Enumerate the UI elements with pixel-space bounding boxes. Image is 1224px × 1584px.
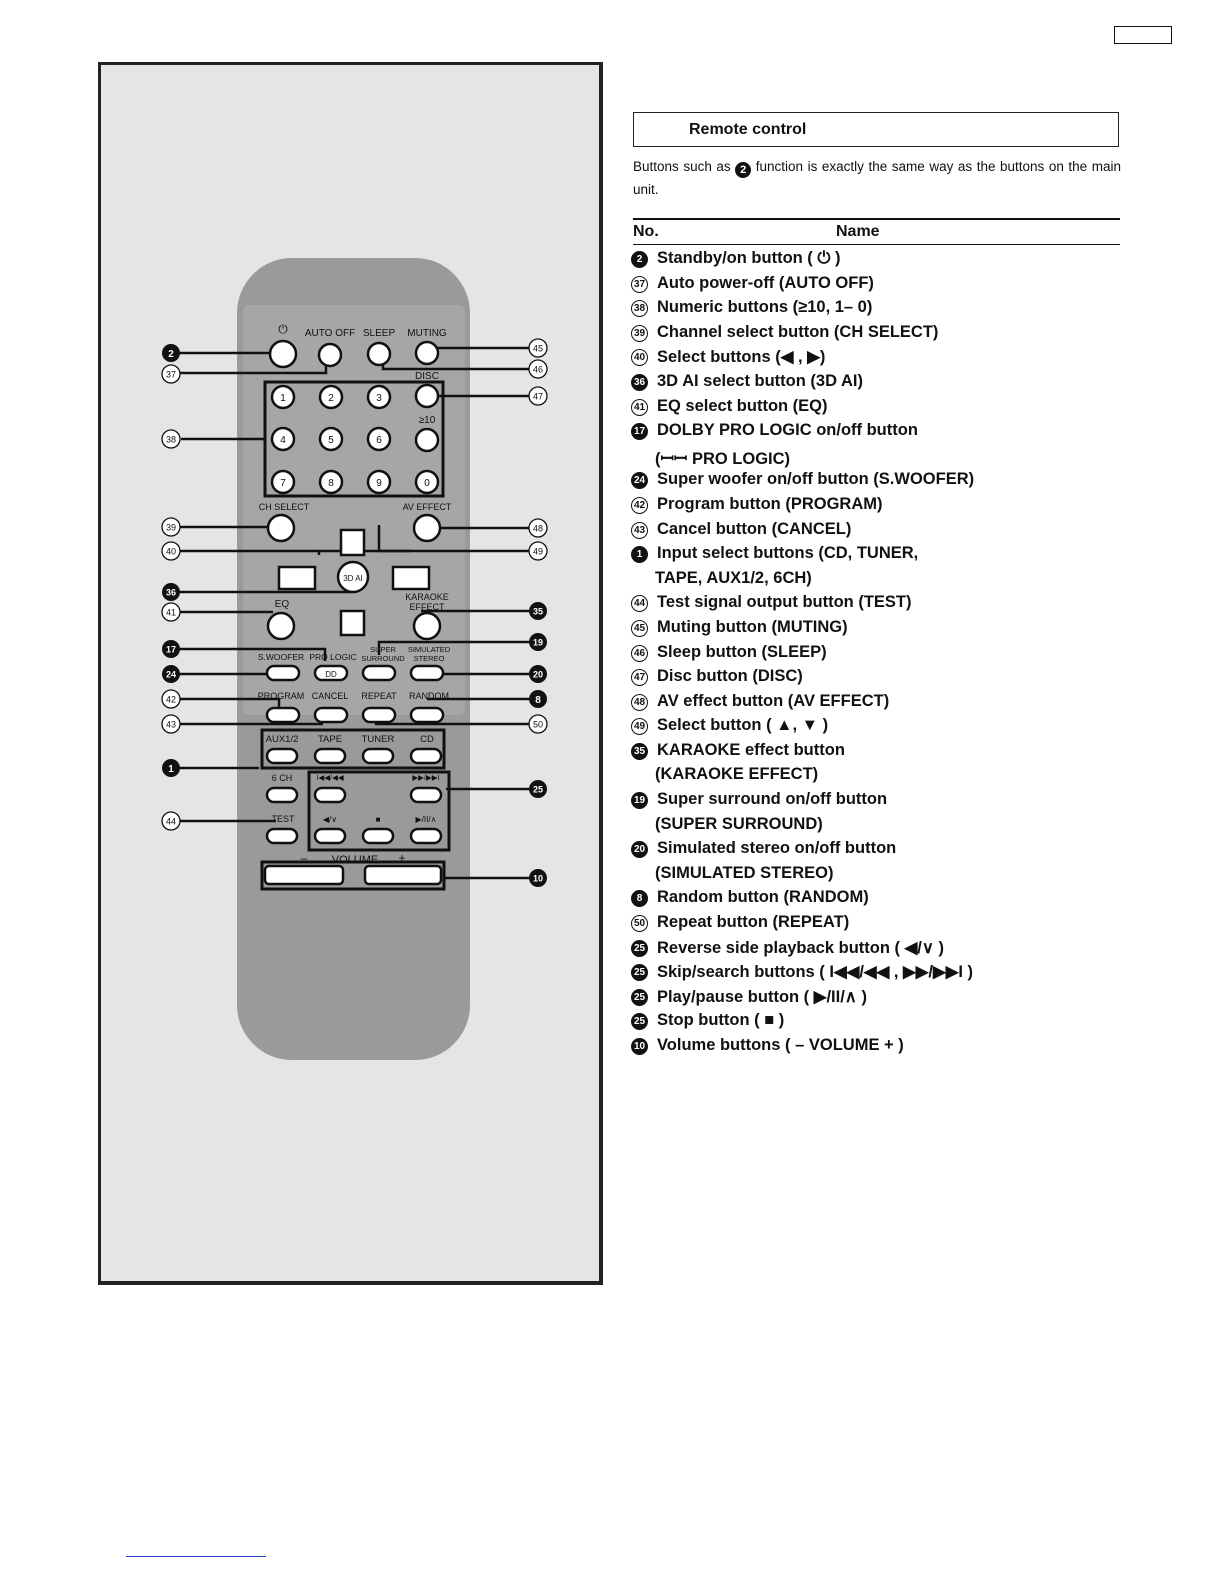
table-row	[631, 961, 1111, 986]
ch-select-button	[268, 515, 294, 541]
svg-text:SUPER: SUPER	[370, 645, 396, 654]
callout-47	[529, 387, 547, 405]
row-label: Volume buttons ( – VOLUME + )	[657, 1036, 904, 1054]
svg-text:1: 1	[280, 393, 286, 404]
row-number-badge: 43	[631, 522, 648, 539]
callout-45	[529, 339, 547, 357]
callout-36	[162, 583, 180, 601]
auto-off-button	[319, 344, 341, 366]
svg-text:40: 40	[165, 546, 177, 557]
eq-button	[268, 613, 294, 639]
table-row	[631, 297, 1111, 322]
row-number-badge: 47	[631, 669, 648, 686]
row-label: Test signal output button (TEST)	[657, 593, 912, 612]
svg-text:RANDOM: RANDOM	[409, 691, 449, 701]
callout-19	[529, 633, 547, 651]
table-row	[631, 740, 1111, 765]
table-row	[631, 273, 1111, 298]
svg-text:◀/∨: ◀/∨	[322, 815, 338, 824]
row-label: Super woofer on/off button (S.WOOFER)	[657, 470, 975, 489]
row-label: Play/pause button ( ▶/II/∧ )	[657, 987, 867, 1006]
svg-text:SLEEP: SLEEP	[362, 328, 396, 339]
row-number-badge: 20	[631, 841, 648, 858]
svg-text:41: 41	[165, 607, 177, 618]
row-number-badge: 36	[631, 374, 648, 391]
svg-text:+: +	[398, 851, 406, 865]
callout-8	[529, 690, 547, 708]
callout-17	[162, 640, 180, 658]
table-row	[631, 789, 1111, 814]
volume-up-button	[365, 866, 441, 884]
button-name-list	[631, 248, 1111, 1060]
row-label: DOLBY PRO LOGIC on/off button	[657, 421, 918, 440]
svg-text:KARAOKE: KARAOKE	[405, 592, 449, 602]
callout-40	[162, 542, 180, 560]
sleep-button	[368, 343, 390, 365]
callout-38	[162, 430, 180, 448]
svg-text:▶▶/▶▶I: ▶▶/▶▶I	[412, 773, 440, 782]
callout-25	[529, 780, 547, 798]
svg-text:47: 47	[532, 391, 544, 402]
svg-text:8: 8	[328, 478, 334, 489]
svg-text:2: 2	[328, 393, 334, 404]
table-row	[631, 617, 1111, 642]
table-row	[631, 1035, 1111, 1060]
svg-text:TUNER: TUNER	[361, 734, 395, 745]
row-number-badge: 41	[631, 399, 648, 416]
callout-49	[529, 542, 547, 560]
muting-button	[416, 342, 438, 364]
svg-text:CH SELECT: CH SELECT	[258, 502, 310, 512]
karaoke-button	[414, 613, 440, 639]
callout-2	[162, 344, 180, 362]
svg-text:AV EFFECT: AV EFFECT	[402, 502, 452, 512]
row-label: TAPE, AUX1/2, 6CH)	[655, 568, 812, 587]
svg-text:PRO LOGIC: PRO LOGIC	[309, 652, 357, 662]
svg-text:49: 49	[532, 546, 544, 557]
svg-text:VOLUME: VOLUME	[331, 854, 379, 866]
svg-text:TEST: TEST	[271, 814, 295, 824]
table-row	[631, 1010, 1111, 1035]
row-number-badge: 44	[631, 595, 648, 612]
row-number-badge: 39	[631, 325, 648, 342]
svg-text:2: 2	[168, 349, 174, 360]
program-button	[267, 708, 299, 722]
row-label: Select button ( ▲, ▼ )	[657, 716, 829, 735]
table-row	[631, 519, 1111, 544]
row-label: Super surround on/off button	[657, 790, 888, 809]
svg-text:DD: DD	[325, 670, 337, 679]
table-row	[631, 371, 1111, 396]
table-header	[633, 218, 1120, 245]
svg-text:50: 50	[532, 719, 544, 730]
table-row	[631, 863, 1111, 888]
svg-text:43: 43	[165, 719, 177, 730]
row-label: 3D AI select button (3D AI)	[657, 371, 863, 390]
row-label: Simulated stereo on/off button	[657, 839, 897, 858]
svg-text:20: 20	[532, 669, 544, 680]
random-button	[411, 708, 443, 722]
svg-text:≥10: ≥10	[418, 415, 436, 426]
row-label: (SUPER SURROUND)	[655, 814, 823, 833]
intro-ref-number: 2	[735, 162, 751, 178]
power-button	[270, 341, 296, 367]
down-button	[341, 611, 364, 635]
svg-text:38: 38	[165, 434, 177, 445]
callout-10	[529, 869, 547, 887]
svg-text:37: 37	[165, 369, 177, 380]
callout-35	[529, 602, 547, 620]
ge10-button	[416, 429, 438, 451]
svg-text:▶/II/∧: ▶/II/∧	[415, 815, 437, 824]
intro-before: Buttons such as	[633, 159, 731, 174]
callout-43	[162, 715, 180, 733]
svg-text:–: –	[300, 851, 308, 865]
svg-text:36: 36	[165, 587, 177, 598]
table-row	[631, 469, 1111, 494]
row-label: Skip/search buttons ( I◀◀/◀◀ , ▶▶/▶▶I )	[657, 963, 974, 982]
callout-20	[529, 665, 547, 683]
svg-text:25: 25	[532, 784, 544, 795]
svg-text:AUTO OFF: AUTO OFF	[304, 328, 356, 339]
row-number-badge: 48	[631, 694, 648, 711]
intro-after: function is exactly the same way as the buttons on the main unit.	[633, 159, 1121, 197]
row-label: Stop button ( ■ )	[657, 1011, 785, 1030]
row-number-badge: 46	[631, 645, 648, 662]
table-row	[631, 887, 1111, 912]
svg-text:SURROUND: SURROUND	[361, 654, 405, 663]
svg-text:1: 1	[168, 764, 174, 775]
svg-text:EFFECT: EFFECT	[409, 602, 445, 612]
row-label: Sleep button (SLEEP)	[657, 642, 827, 661]
row-number-badge: 38	[631, 300, 648, 317]
row-number-badge: 25	[631, 964, 648, 981]
svg-text:AUX1/2: AUX1/2	[265, 734, 299, 745]
svg-text:⏻: ⏻	[278, 322, 288, 336]
row-label: KARAOKE effect button	[657, 740, 845, 759]
svg-text:24: 24	[165, 669, 177, 680]
svg-text:6: 6	[376, 435, 382, 446]
svg-text:45: 45	[532, 343, 544, 354]
svg-text:46: 46	[532, 364, 544, 375]
svg-text:MUTING: MUTING	[407, 328, 447, 339]
svg-text:19: 19	[532, 637, 544, 648]
row-label: Channel select button (CH SELECT)	[657, 322, 939, 341]
svg-text:39: 39	[165, 522, 177, 533]
callout-46	[529, 360, 547, 378]
row-number-badge: 40	[631, 349, 648, 366]
row-number-badge: 37	[631, 276, 648, 293]
row-label: Program button (PROGRAM)	[657, 494, 883, 513]
section-title: Remote control	[633, 112, 1119, 147]
row-label: Disc button (DISC)	[657, 667, 803, 686]
svg-text:3D AI: 3D AI	[343, 574, 363, 583]
table-row	[631, 445, 1111, 470]
table-row	[631, 666, 1111, 691]
svg-text:35: 35	[532, 606, 544, 617]
row-label: EQ select button (EQ)	[657, 396, 828, 415]
svg-text:DISC: DISC	[415, 371, 439, 382]
callout-50	[529, 715, 547, 733]
svg-text:EQ: EQ	[274, 599, 290, 610]
row-label: Cancel button (CANCEL)	[657, 519, 852, 538]
svg-text:SIMULATED: SIMULATED	[407, 645, 451, 654]
row-label: Reverse side playback button ( ◀/∨ )	[657, 938, 945, 957]
row-number-badge: 49	[631, 718, 648, 735]
row-number-badge: 42	[631, 497, 648, 514]
row-number-badge: 35	[631, 743, 648, 760]
callout-44	[162, 812, 180, 830]
table-row	[631, 764, 1111, 789]
table-row	[631, 396, 1111, 421]
table-row	[631, 420, 1111, 445]
svg-text:44: 44	[165, 816, 177, 827]
row-label: AV effect button (AV EFFECT)	[657, 691, 890, 710]
col-no-header: No.	[633, 223, 659, 240]
page-number-box	[1114, 26, 1172, 44]
table-row	[631, 543, 1111, 568]
simulated-stereo-button	[411, 666, 443, 680]
svg-text:REPEAT: REPEAT	[361, 691, 397, 701]
row-label: Select buttons (◀ , ▶)	[657, 348, 826, 367]
cancel-button	[315, 708, 347, 722]
disc-button	[416, 385, 438, 407]
svg-text:CD: CD	[420, 734, 434, 745]
row-number-badge: 1	[631, 546, 648, 563]
row-label: (KARAOKE EFFECT)	[655, 765, 819, 784]
row-label: Input select buttons (CD, TUNER,	[657, 544, 919, 563]
row-label: Auto power-off (AUTO OFF)	[657, 273, 874, 292]
row-number-badge: 25	[631, 940, 648, 957]
super-surround-button	[363, 666, 395, 680]
row-number-badge: 50	[631, 915, 648, 932]
footer-link-rule	[126, 1556, 266, 1557]
table-row	[631, 937, 1111, 962]
table-row	[631, 322, 1111, 347]
table-row	[631, 986, 1111, 1011]
col-name-header: Name	[836, 223, 880, 240]
table-row	[631, 912, 1111, 937]
table-row	[631, 494, 1111, 519]
callout-39	[162, 518, 180, 536]
row-number-badge: 19	[631, 792, 648, 809]
svg-text:10: 10	[532, 873, 544, 884]
volume-down-button	[265, 866, 343, 884]
row-label: Muting button (MUTING)	[657, 617, 848, 636]
row-number-badge: 10	[631, 1038, 648, 1055]
svg-text:48: 48	[532, 523, 544, 534]
svg-text:I◀◀/◀◀: I◀◀/◀◀	[316, 773, 344, 782]
row-label: Numeric buttons (≥10, 1– 0)	[657, 298, 873, 317]
svg-text:CANCEL: CANCEL	[311, 691, 349, 701]
remote-figure-frame	[98, 62, 603, 1285]
svg-text:S.WOOFER: S.WOOFER	[257, 652, 305, 662]
table-row	[631, 715, 1111, 740]
row-number-badge: 24	[631, 472, 648, 489]
svg-text:9: 9	[376, 478, 382, 489]
svg-text:STEREO: STEREO	[413, 654, 445, 663]
6ch-button	[267, 788, 297, 802]
s-woofer-button	[267, 666, 299, 680]
row-number-badge: 25	[631, 989, 648, 1006]
up-button	[341, 530, 364, 555]
table-row	[631, 248, 1111, 273]
row-label: Repeat button (REPEAT)	[657, 913, 850, 932]
callout-48	[529, 519, 547, 537]
row-label: (SIMULATED STEREO)	[655, 863, 834, 882]
right-button	[393, 567, 429, 589]
svg-text:TAPE: TAPE	[317, 734, 343, 745]
table-row	[631, 642, 1111, 667]
table-row	[631, 346, 1111, 371]
table-row	[631, 568, 1111, 593]
callout-24	[162, 665, 180, 683]
row-number-badge: 45	[631, 620, 648, 637]
callout-42	[162, 690, 180, 708]
row-number-badge: 17	[631, 423, 648, 440]
svg-text:5: 5	[328, 435, 334, 446]
table-row	[631, 814, 1111, 839]
svg-text:■: ■	[375, 815, 381, 824]
svg-text:42: 42	[165, 694, 177, 705]
svg-text:6 CH: 6 CH	[271, 773, 293, 783]
svg-text:0: 0	[424, 478, 430, 489]
intro-paragraph	[633, 155, 1121, 201]
av-effect-button	[414, 515, 440, 541]
table-row	[631, 691, 1111, 716]
test-button	[267, 829, 297, 843]
row-label: Random button (RANDOM)	[657, 888, 869, 907]
table-row	[631, 838, 1111, 863]
table-row	[631, 592, 1111, 617]
callout-37	[162, 365, 180, 383]
callout-41	[162, 603, 180, 621]
svg-text:7: 7	[280, 478, 286, 489]
svg-text:PROGRAM: PROGRAM	[257, 691, 305, 701]
row-label: Standby/on button ( ⏻ )	[657, 249, 841, 267]
left-button	[279, 567, 315, 589]
svg-text:3: 3	[376, 393, 382, 404]
row-number-badge: 2	[631, 251, 648, 268]
row-number-badge: 8	[631, 890, 648, 907]
svg-text:8: 8	[535, 695, 541, 706]
repeat-button	[363, 708, 395, 722]
callout-1	[162, 759, 180, 777]
row-label: (ꟷꟷ PRO LOGIC)	[655, 449, 791, 468]
svg-text:4: 4	[280, 435, 286, 446]
remote-illustration	[101, 65, 606, 1288]
svg-text:17: 17	[165, 644, 177, 655]
row-number-badge: 25	[631, 1013, 648, 1030]
